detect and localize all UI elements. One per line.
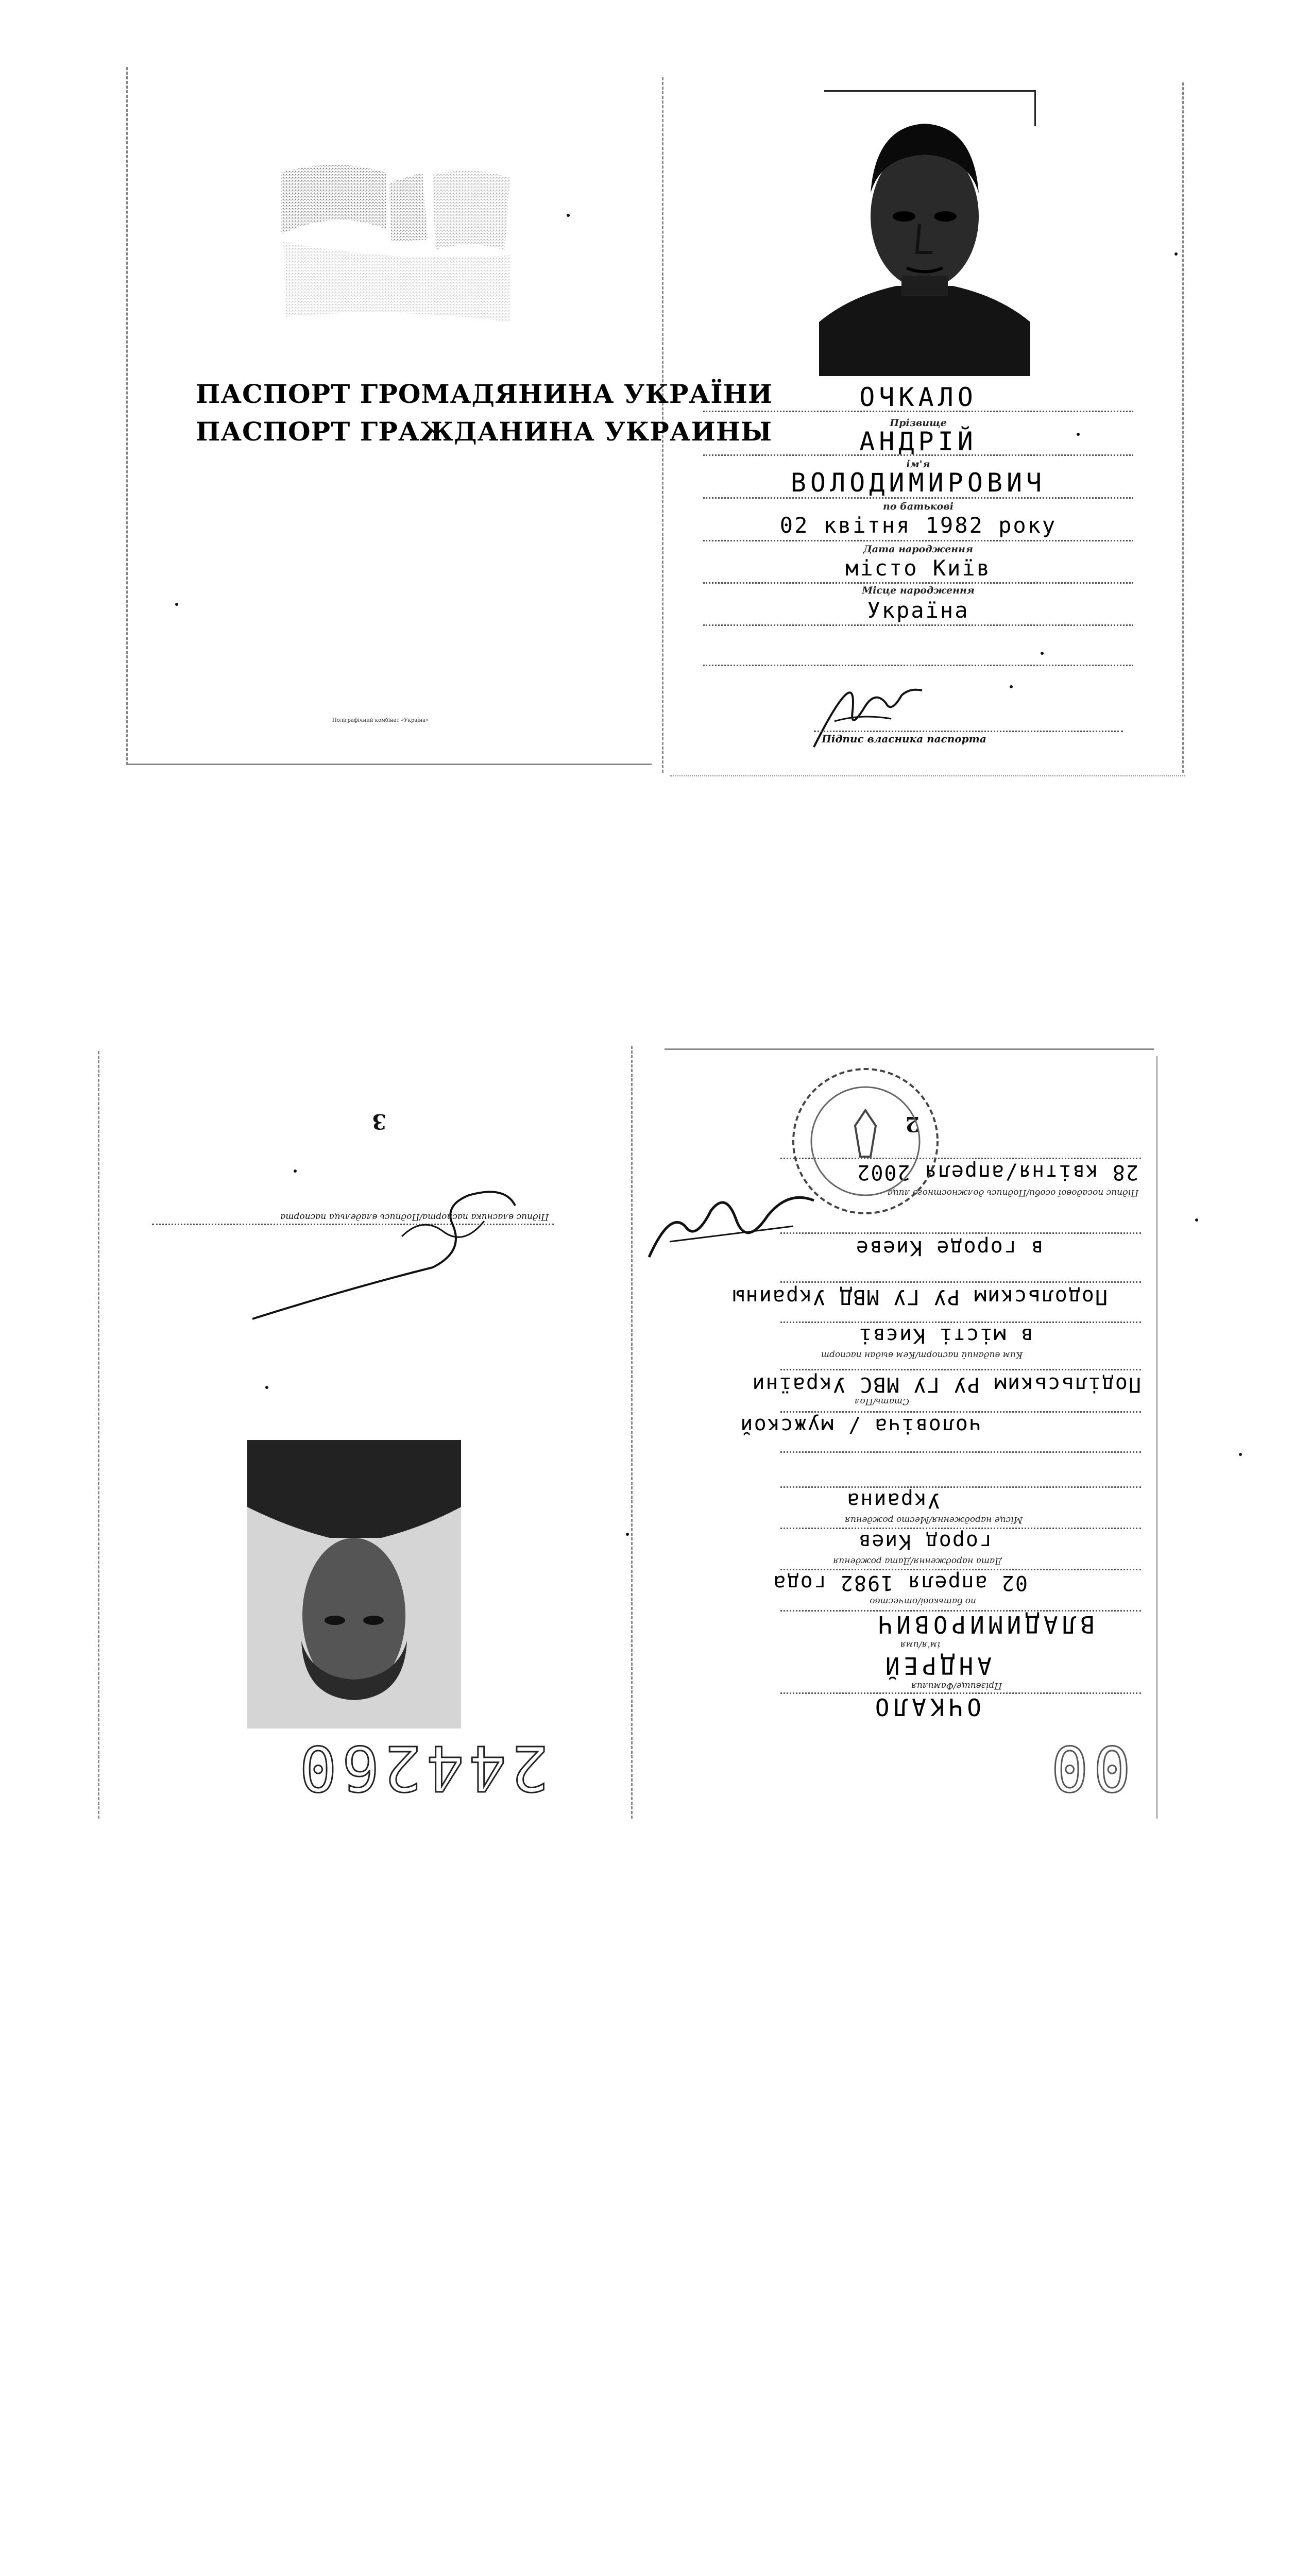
patronymic-label-inverted: по батькові/отчество: [870, 1596, 976, 1606]
blank-line: [703, 665, 1133, 666]
signature-label: Підпис власника паспорта: [822, 733, 986, 745]
portrait-inverted-icon: [247, 1440, 461, 1728]
cover-printer-imprint: Поліграфічний комбінат «Україна»: [332, 718, 429, 723]
city-ru: в городе Киеве: [855, 1236, 1043, 1260]
official-signature: [639, 1180, 824, 1273]
blank-line-inverted: [780, 1451, 1141, 1453]
surname-label: Прізвище: [890, 417, 947, 429]
country-ru-line: [780, 1486, 1141, 1488]
patronymic-line: [703, 497, 1133, 499]
cover-title-ua: ПАСПОРТ ГРОМАДЯНИНА УКРАЇНИ: [196, 379, 773, 409]
sex-value: чоловіча / мужской: [739, 1414, 981, 1437]
birth-date-label: Дата народження: [863, 544, 974, 555]
name-label: ім'я: [906, 459, 930, 470]
portrait-icon: [819, 106, 1030, 376]
name-value: АНДРІЙ: [859, 427, 977, 456]
surname-line: [703, 411, 1133, 412]
birth-date-ru: 02 апреля 1982 года: [772, 1571, 1028, 1595]
city-ru-line: [780, 1232, 1141, 1234]
scan-speck: [1195, 1218, 1198, 1222]
city-ua-line: [780, 1321, 1141, 1323]
scan-speck: [175, 603, 178, 606]
birth-place-label: Місце народження: [862, 585, 975, 596]
sex-line: [780, 1411, 1141, 1413]
scan-speck: [1239, 1453, 1242, 1456]
birth-date-ru-line: [780, 1569, 1141, 1570]
issuer-ru-line: [780, 1281, 1141, 1283]
scan-speck: [1041, 652, 1044, 655]
left-page-number: 3: [372, 1109, 386, 1133]
birth-place-ru-line: [780, 1528, 1141, 1529]
birth-place-ru: город Киев: [857, 1530, 992, 1553]
scan-speck: [626, 1533, 629, 1536]
left-serial-perforated: 244260: [294, 1732, 549, 1803]
trident-emblem-faded: [273, 152, 520, 327]
scan-speck: [567, 214, 570, 217]
birth-date-label-inverted: Дата народження/Дата рождения: [833, 1556, 1002, 1566]
holder-photo: [819, 106, 1030, 376]
country-value: Україна: [867, 598, 969, 623]
main-page-right-edge: [1182, 82, 1184, 773]
issued-by-label: Ким виданий паспорт/Кем выдан паспорт: [821, 1350, 1023, 1360]
cover-page-left-edge: [126, 67, 128, 765]
city-ua: в місті Києві: [858, 1324, 1033, 1347]
birth-place-label-inverted: Місце народження/Место рождения: [844, 1515, 1023, 1525]
scan-speck: [1010, 685, 1013, 688]
right-page-number: 2: [905, 1112, 920, 1136]
official-signature-label: Підпис посадової особи/Подпись должностного лица: [887, 1188, 1138, 1198]
birth-place-value: місто Київ: [845, 555, 991, 581]
right-serial-perforated: 00: [1046, 1732, 1131, 1803]
patronymic-label: по батькові: [883, 501, 954, 512]
left-signature-label: Підпис власника паспорта/Подпись владельца паспорта: [280, 1212, 549, 1222]
signature-line: [814, 731, 1123, 732]
birth-place-line: [703, 582, 1133, 584]
cover-page-bottom-edge: [126, 764, 652, 765]
surname-value: ОЧКАЛО: [859, 382, 977, 412]
name-label-inverted: ім'я/имя: [900, 1639, 940, 1650]
patronymic-value: ВОЛОДИМИРОВИЧ: [790, 468, 1046, 498]
photo-frame-corner: [824, 90, 1035, 92]
scan-speck: [294, 1170, 297, 1173]
country-line: [703, 624, 1133, 626]
issue-date: 28 квітня/апреля 2002: [856, 1160, 1138, 1184]
photo-frame-corner-right: [1034, 90, 1036, 126]
issuer-ua-line: [780, 1369, 1141, 1370]
name-ru: АНДРЕЙ: [881, 1652, 992, 1680]
country-ru: Украина: [846, 1488, 940, 1512]
name-line: [703, 454, 1133, 456]
cover-title-ru: ПАСПОРТ ГРАЖДАНИНА УКРАИНЫ: [196, 416, 773, 447]
patronymic-ru-line: [780, 1610, 1141, 1612]
inverted-holder-photo: [247, 1440, 461, 1728]
birth-date-value: 02 квітня 1982 року: [779, 513, 1057, 538]
sex-label: Стать/Пол: [854, 1396, 909, 1406]
scan-speck: [265, 1386, 268, 1389]
issuer-ru: Подольским РУ ГУ МВД Украины: [731, 1285, 1108, 1309]
surname-label-inverted: Прізвище/Фамилия: [911, 1681, 1002, 1691]
surname-ru-line: [780, 1692, 1141, 1694]
birth-date-line: [703, 540, 1133, 541]
surname-ru: ОЧКАЛО: [871, 1693, 981, 1721]
scan-speck: [1174, 252, 1178, 256]
inverted-holder-signature: [247, 1175, 536, 1329]
main-page-bottom-edge: [670, 775, 1185, 776]
issuer-ua: Подільським РУ ГУ МВС України: [751, 1372, 1141, 1396]
scan-speck: [1077, 433, 1080, 436]
patronymic-ru: ВЛАДИМИРОВИЧ: [874, 1611, 1095, 1638]
